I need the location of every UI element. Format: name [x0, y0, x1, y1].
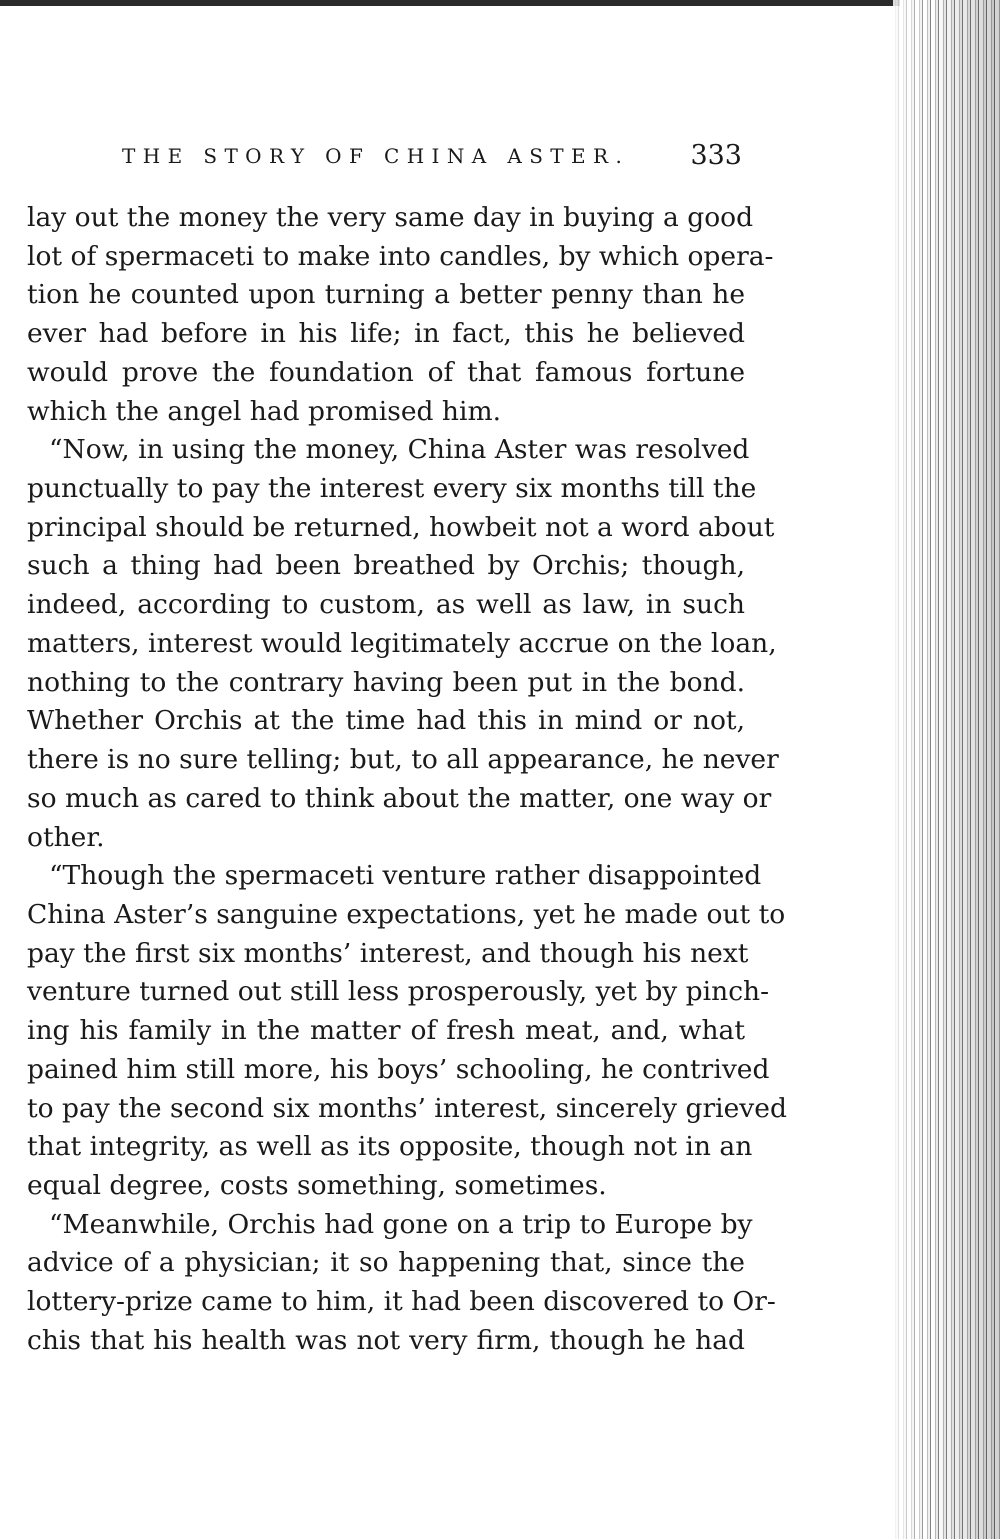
- text-line: pained him still more, his boys’ schooling, he contrived: [27, 1053, 770, 1085]
- text-line: tion he counted upon turning a better penny than he: [27, 279, 745, 311]
- text-line: Whether Orchis at the time had this in mind or not,: [27, 705, 745, 737]
- text-line: to pay the second six months’ interest, sincerely grieved: [27, 1092, 787, 1124]
- text-line: advice of a physician; it so happening that, since the: [27, 1247, 745, 1279]
- page-number: 333: [690, 140, 742, 171]
- running-title: THE STORY OF CHINA ASTER.: [122, 144, 630, 168]
- text-line: that integrity, as well as its opposite, though not in an: [27, 1131, 753, 1163]
- text-line: venture turned out still less prosperously, yet by pinch-: [27, 976, 770, 1008]
- text-line: nothing to the contrary having been put in the bond.: [27, 666, 745, 698]
- text-line: chis that his health was not very firm, though he had: [27, 1324, 745, 1356]
- text-line: lay out the money the very same day in buying a good: [27, 202, 754, 233]
- running-head: [122, 140, 742, 170]
- text-line: ing his family in the matter of fresh meat, and, what: [27, 1015, 745, 1047]
- text-line: principal should be returned, howbeit not a word about: [27, 511, 775, 543]
- text-line: which the angel had promised him.: [27, 395, 501, 427]
- text-line: would prove the foundation of that famous fortune: [27, 356, 745, 388]
- page-edge-shading: [893, 0, 1000, 1539]
- text-line: lot of spermaceti to make into candles, by which opera-: [27, 240, 774, 272]
- text-line: matters, interest would legitimately accrue on the loan,: [27, 627, 777, 659]
- text-line: pay the first six months’ interest, and though his next: [27, 937, 749, 969]
- text-line: punctually to pay the interest every six months till the: [27, 473, 757, 505]
- text-line: equal degree, costs something, sometimes.: [27, 1169, 607, 1201]
- text-line: “Now, in using the money, China Aster was resolved: [49, 434, 750, 466]
- text-line: ever had before in his life; in fact, this he believed: [27, 318, 745, 350]
- text-line: lottery-prize came to him, it had been discovered to Or-: [27, 1286, 776, 1318]
- page-top-edge: [0, 0, 900, 6]
- text-line: so much as cared to think about the matter, one way or: [27, 782, 772, 814]
- body-text: [27, 199, 787, 1361]
- text-line: there is no sure telling; but, to all appearance, he never: [27, 744, 779, 776]
- text-line: other.: [27, 821, 105, 853]
- text-line: such a thing had been breathed by Orchis; though,: [27, 550, 745, 582]
- text-line: “Meanwhile, Orchis had gone on a trip to Europe by: [49, 1208, 753, 1240]
- text-line: “Though the spermaceti venture rather disappointed: [49, 860, 762, 892]
- text-line: China Aster’s sanguine expectations, yet he made out to: [27, 898, 786, 930]
- text-line: indeed, according to custom, as well as law, in such: [27, 589, 745, 621]
